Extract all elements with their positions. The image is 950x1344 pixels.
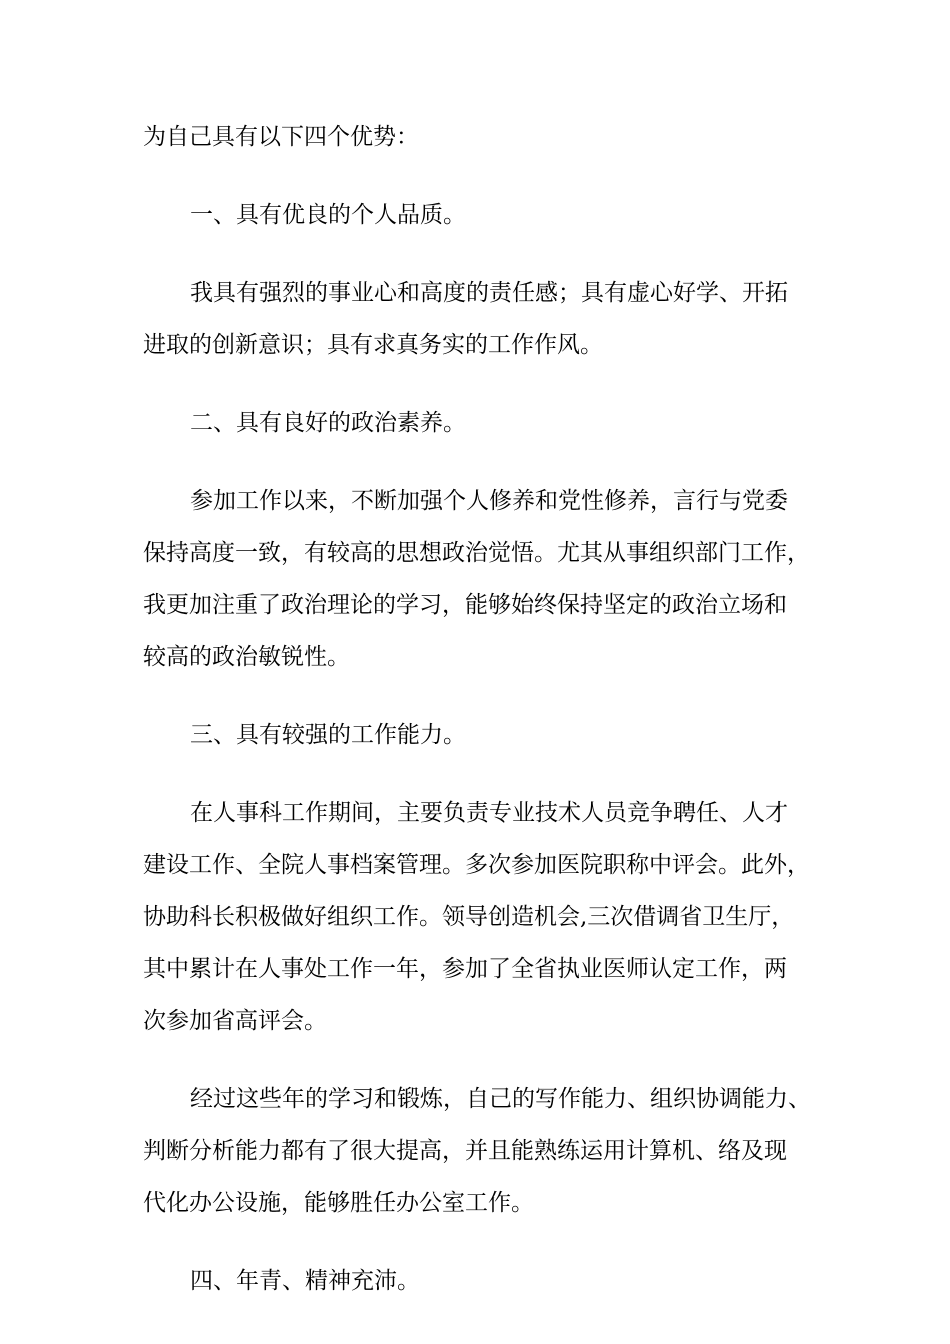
paragraph-advantage-1	[143, 267, 813, 371]
text-line: 为自己具有以下四个优势：	[143, 124, 419, 150]
heading-advantage-2	[143, 397, 813, 449]
text-line: 判断分析能力都有了很大提高，并且能熟练运用计算机、络及现	[143, 1138, 787, 1164]
heading-advantage-3	[143, 709, 813, 761]
document-body	[143, 111, 813, 1333]
text-line: 次参加省高评会。	[143, 1008, 327, 1034]
text-line: 四、年青、精神充沛。	[190, 1268, 420, 1294]
text-line: 协助科长积极做好组织工作。领导创造机会,三次借调省卫生厅，	[143, 904, 795, 930]
text-line: 参加工作以来，不断加强个人修养和党性修养，言行与党委	[190, 488, 788, 514]
paragraph-intro	[143, 111, 813, 163]
text-line: 保持高度一致，有较高的思想政治觉悟。尤其从事组织部门工作，	[143, 540, 810, 566]
text-line: 我更加注重了政治理论的学习，能够始终保持坚定的政治立场和	[143, 592, 787, 618]
paragraph-advantage-2	[143, 475, 813, 683]
text-line: 我具有强烈的事业心和高度的责任感；具有虚心好学、开拓	[190, 280, 788, 306]
text-line: 代化办公设施，能够胜任办公室工作。	[143, 1190, 534, 1216]
text-line: 三、具有较强的工作能力。	[190, 722, 466, 748]
heading-advantage-1	[143, 189, 813, 241]
text-line: 建设工作、全院人事档案管理。多次参加医院职称中评会。此外，	[143, 852, 810, 878]
text-line: 在人事科工作期间，主要负责专业技术人员竞争聘任、人才	[190, 800, 788, 826]
text-line: 一、具有优良的个人品质。	[190, 202, 466, 228]
heading-advantage-4	[143, 1255, 813, 1307]
text-line: 较高的政治敏锐性。	[143, 644, 350, 670]
text-line: 经过这些年的学习和锻炼，自己的写作能力、组织协调能力、	[190, 1086, 811, 1112]
text-line: 二、具有良好的政治素养。	[190, 410, 466, 436]
paragraph-abilities	[143, 1073, 813, 1229]
text-line: 其中累计在人事处工作一年，参加了全省执业医师认定工作，两	[143, 956, 787, 982]
text-line: 进取的创新意识；具有求真务实的工作作风。	[143, 332, 603, 358]
paragraph-advantage-3	[143, 787, 813, 1047]
